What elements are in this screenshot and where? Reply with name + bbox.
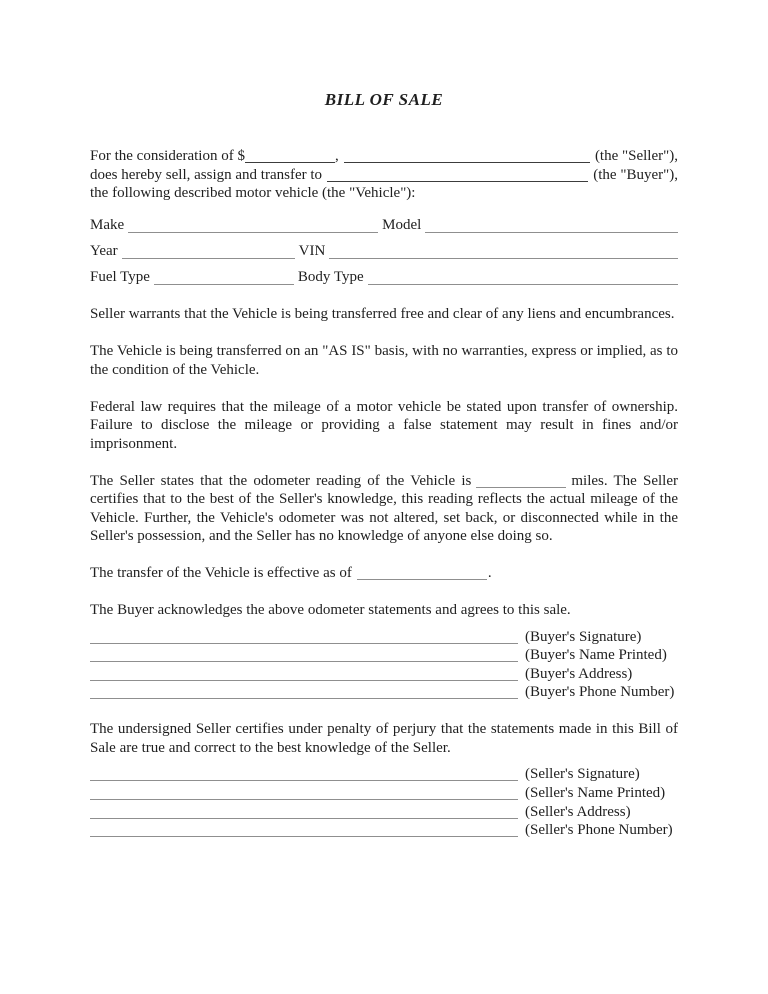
federal-law-paragraph: Federal law requires that the mileage of a motor vehicle be stated upon transfer of ownership. Failure to disclose the mileage or providing a false statement may result in fines and/or imprisonment. [90,398,678,452]
fuel-body-row [90,261,678,287]
year-vin-row [90,235,678,261]
buyer-address-row [90,665,678,684]
buyer-signature-label: (Buyer's Signature) [525,628,642,645]
seller-signature-row [90,765,678,784]
seller-signature-label: (Seller's Signature) [525,766,640,783]
buyer-name-label: (Buyer's Name Printed) [525,647,667,664]
consideration-comma: , [334,148,339,164]
seller-cert-paragraph: The undersigned Seller certifies under penalty of perjury that the statements made in this Bill of Sale are true and correct to the best knowledge of the Seller. [90,721,678,756]
buyer-signature-line [90,643,518,644]
odometer-text-before: The Seller states that the odometer reading of the Vehicle is [90,472,472,489]
seller-address-line [90,818,518,819]
make-blank [128,232,378,233]
intro-paragraph [90,147,678,203]
make-label: Make [90,217,125,233]
odometer-paragraph [90,472,678,546]
buyer-phone-row [90,683,678,702]
seller-phone-row [90,821,678,840]
buyer-signature-row [90,628,678,647]
seller-name-blank [344,162,590,163]
seller-name-line [90,799,518,800]
buyer-name-blank [327,181,588,182]
seller-signature-line [90,780,518,781]
transfer-to-text: does hereby sell, assign and transfer to [90,166,323,183]
model-blank [425,232,678,233]
effective-date-blank [357,579,487,580]
consideration-amount-blank [245,162,335,163]
seller-name-label: (Seller's Name Printed) [525,784,666,801]
odometer-reading-blank [476,487,566,488]
seller-address-label: (Seller's Address) [525,803,631,820]
seller-phone-line [90,836,518,837]
buyer-address-label: (Buyer's Address) [525,665,633,682]
body-type-blank [368,284,678,285]
intro-line-3 [90,184,678,203]
buyer-ack-paragraph: The Buyer acknowledges the above odometer statements and agrees to this sale. [90,602,571,618]
make-model-row [90,209,678,235]
fuel-type-label: Fuel Type [90,269,150,285]
year-label: Year [90,243,118,259]
buyer-tag: (the "Buyer"), [593,166,678,183]
as-is-paragraph: The Vehicle is being transferred on an "AS IS" basis, with no warranties, express or implied, as to the condition of the Vehicle. [90,343,678,378]
effective-date-paragraph [90,564,678,583]
effective-text-after: . [487,565,492,581]
fuel-type-blank [154,284,294,285]
year-blank [122,258,295,259]
seller-name-row [90,784,678,803]
model-label: Model [382,217,422,233]
buyer-phone-line [90,698,518,699]
buyer-address-line [90,680,518,681]
intro-line-2 [90,166,678,185]
effective-text-before: The transfer of the Vehicle is effective as of [90,565,352,581]
vin-label: VIN [298,243,326,259]
odometer-text-after: miles. The Seller certifies that to the best of the Seller's knowledge, this reading reflects the actual mileage of the Vehicle. Further, the Vehicle's odometer was not altered, set back, or disconnected while in the Seller's possession, and the Seller has no knowledge of anyone else doing so. [90,472,678,544]
buyer-name-row [90,646,678,665]
seller-tag: (the "Seller"), [594,148,678,164]
seller-signature-block [90,765,678,839]
buyer-name-line [90,661,518,662]
page-title: BILL OF SALE [324,90,444,109]
vin-blank [329,258,678,259]
vehicle-described-text: the following described motor vehicle (the "Vehicle"): [90,185,416,201]
buyer-signature-block [90,628,678,702]
intro-line-1 [90,147,678,166]
consideration-text: For the consideration of $ [90,148,245,164]
body-type-label: Body Type [297,269,364,285]
seller-address-row [90,803,678,822]
liens-paragraph: Seller warrants that the Vehicle is being transferred free and clear of any liens and encumbrances. [90,306,675,322]
buyer-phone-label: (Buyer's Phone Number) [525,684,675,701]
seller-phone-label: (Seller's Phone Number) [525,822,673,839]
vehicle-fields [90,209,678,287]
